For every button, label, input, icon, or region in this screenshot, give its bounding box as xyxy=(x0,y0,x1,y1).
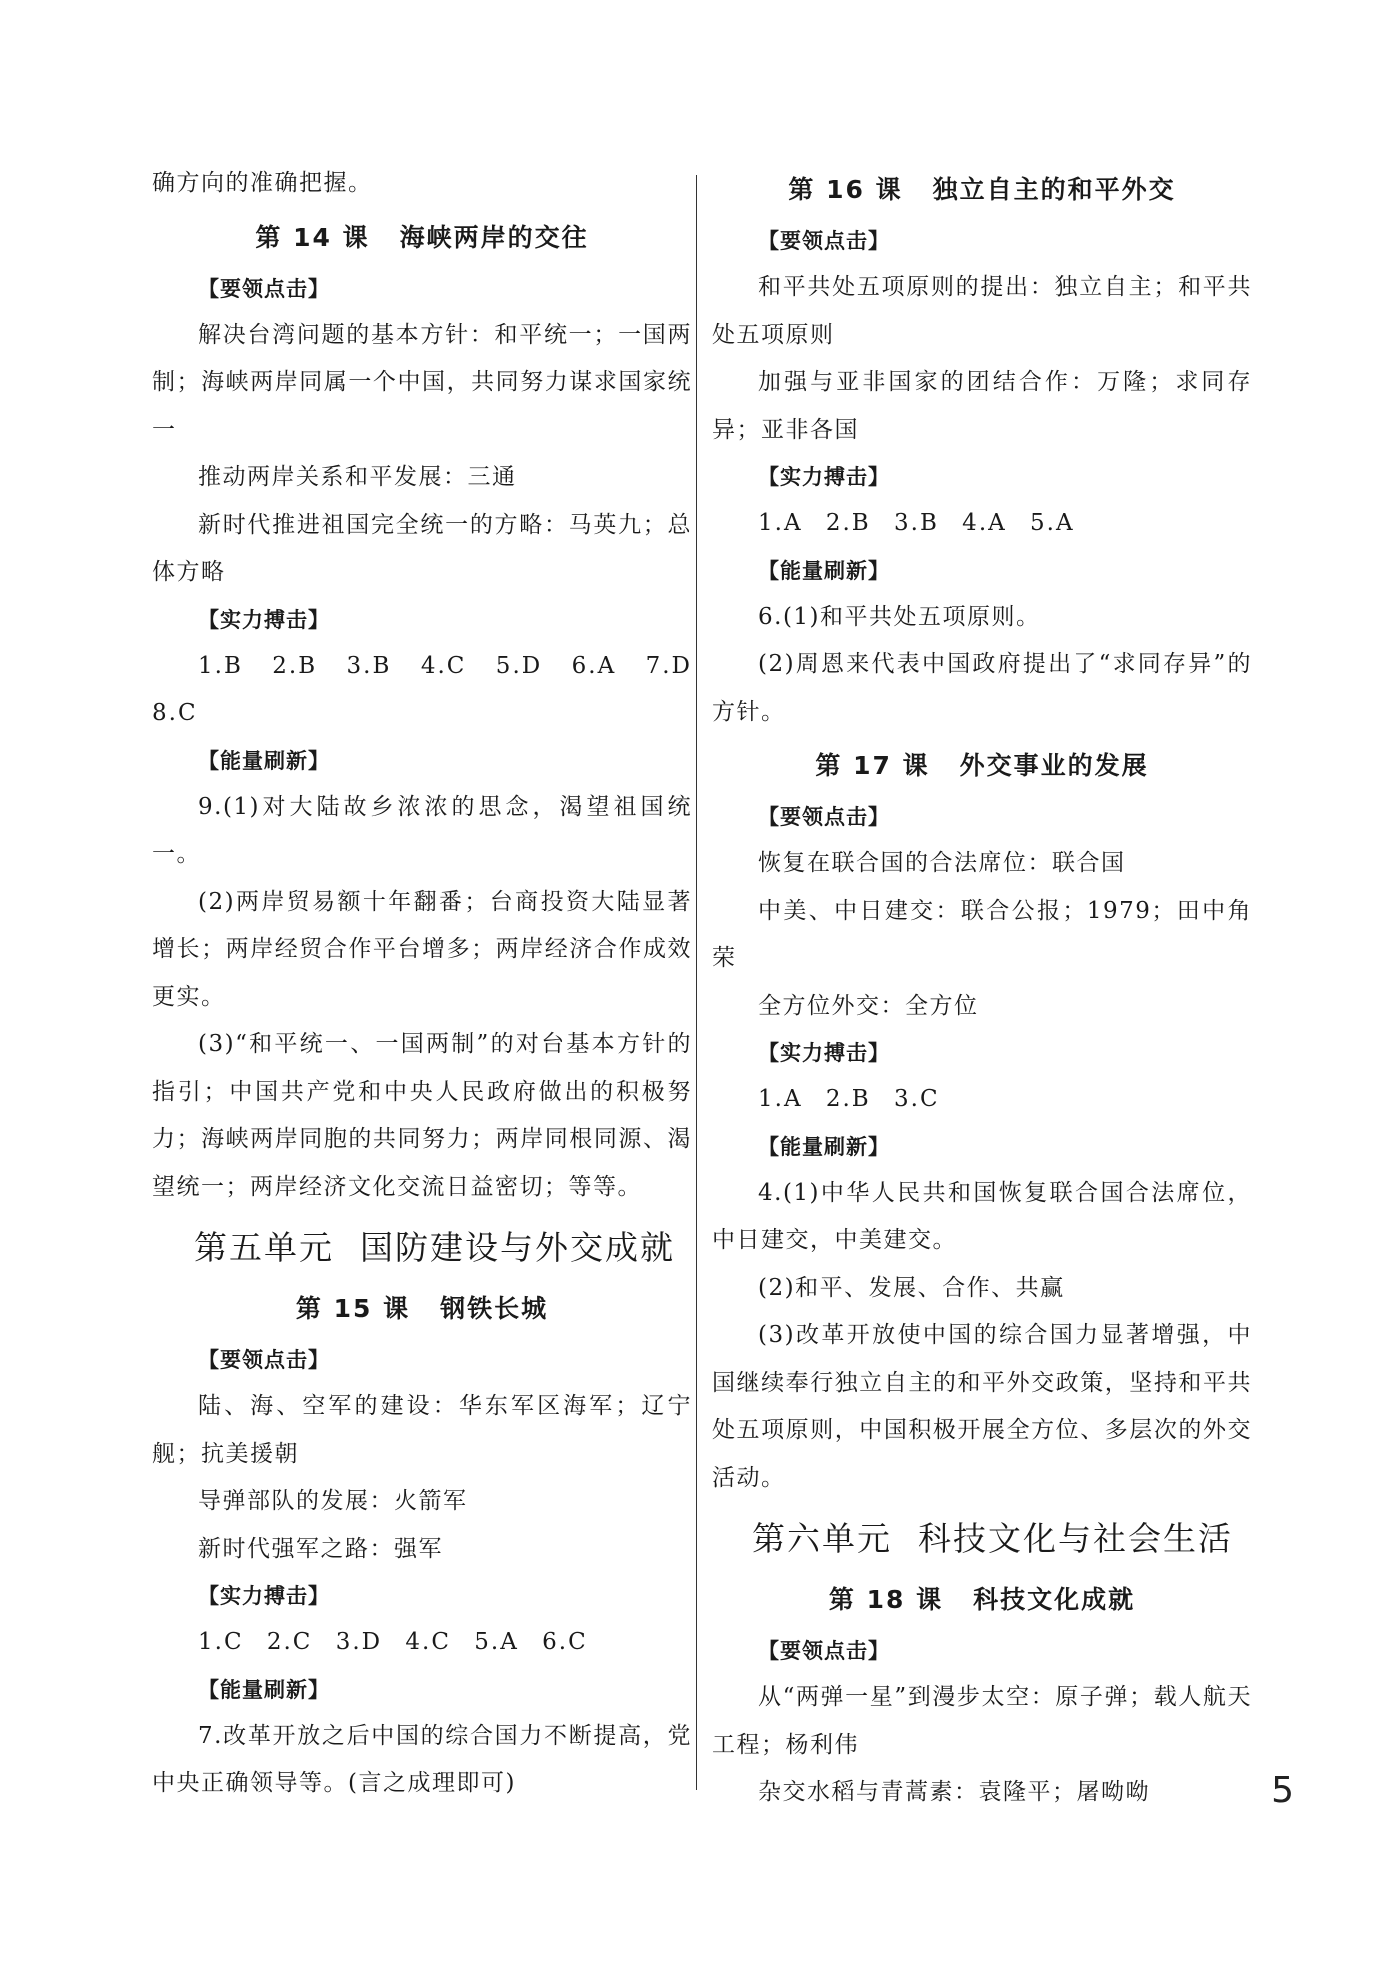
intro-text: 确方向的准确把握。 xyxy=(152,170,373,196)
lesson-number: 第 16 课 xyxy=(788,175,903,204)
lesson-title: 科技文化成就 xyxy=(973,1585,1136,1614)
lesson-number: 第 14 课 xyxy=(255,222,370,252)
list-item: 中美、中日建交：联合公报；1979；田中角荣 xyxy=(712,897,1252,971)
section-tag-shili: 【实力搏击】 xyxy=(198,607,330,632)
list-item: (2)周恩来代表中国政府提出了“求同存异”的方针。 xyxy=(712,651,1252,725)
left-column xyxy=(152,160,692,1808)
list-item: 6.(1)和平共处五项原则。 xyxy=(758,603,1041,630)
lesson-15-heading xyxy=(152,1283,692,1335)
answer-list: 1.C 2.C 3.D 4.C 5.A 6.C xyxy=(198,1629,588,1655)
list-item: 解决台湾问题的基本方针：和平统一；一国两制；海峡两岸同属一个中国，共同努力谋求国家统一 xyxy=(152,321,692,443)
list-item: 和平共处五项原则的提出：独立自主；和平共处五项原则 xyxy=(712,274,1252,348)
right-column xyxy=(712,160,1252,1817)
unit-number: 第五单元 xyxy=(194,1228,334,1267)
list-item: 4.(1)中华人民共和国恢复联合国合法席位，中日建交，中美建交。 xyxy=(712,1179,1252,1253)
section-tag-nengliang: 【能量刷新】 xyxy=(758,1134,890,1159)
list-item: (3)“和平统一、一国两制”的对台基本方针的指引；中国共产党和中央人民政府做出的积极努力；海峡两岸同胞的共同努力；两岸同根同源、渴望统一；两岸经济文化交流日益密切；等等。 xyxy=(152,1031,692,1200)
list-item: 杂交水稻与青蒿素：袁隆平；屠呦呦 xyxy=(758,1779,1150,1805)
section-tag-shili: 【实力搏击】 xyxy=(198,1584,330,1608)
answer-list: 1.A 2.B 3.B 4.A 5.A xyxy=(758,510,1075,536)
lesson-number: 第 17 课 xyxy=(815,751,930,780)
list-item: 全方位外交：全方位 xyxy=(758,992,979,1019)
section-tag-nengliang: 【能量刷新】 xyxy=(198,1677,330,1702)
answer-list: 1.A 2.B 3.C xyxy=(758,1086,940,1112)
list-item: 恢复在联合国的合法席位：联合国 xyxy=(758,850,1126,876)
unit-title: 国防建设与外交成就 xyxy=(360,1228,675,1267)
lesson-title: 钢铁长城 xyxy=(440,1294,549,1323)
list-item: 陆、海、空军的建设：华东军区海军；辽宁舰；抗美援朝 xyxy=(152,1393,692,1467)
list-item: 新时代强军之路：强军 xyxy=(198,1535,443,1562)
unit-5-heading xyxy=(152,1217,692,1279)
section-tag-yaoling: 【要领点击】 xyxy=(198,1348,330,1372)
lesson-16-heading xyxy=(712,164,1252,216)
unit-number: 第六单元 xyxy=(752,1519,892,1558)
section-tag-nengliang: 【能量刷新】 xyxy=(758,558,890,583)
section-tag-yaoling: 【要领点击】 xyxy=(758,229,890,253)
section-tag-yaoling: 【要领点击】 xyxy=(198,276,330,301)
section-tag-shili: 【实力搏击】 xyxy=(758,465,890,489)
list-item: (2)和平、发展、合作、共赢 xyxy=(758,1274,1065,1301)
list-item: 导弹部队的发展：火箭军 xyxy=(198,1488,468,1514)
lesson-18-heading xyxy=(712,1574,1252,1626)
unit-title: 科技文化与社会生活 xyxy=(918,1519,1233,1558)
list-item: 新时代推进祖国完全统一的方略：马英九；总体方略 xyxy=(152,511,692,585)
list-item: 推动两岸关系和平发展：三通 xyxy=(198,464,517,490)
lesson-title: 独立自主的和平外交 xyxy=(932,175,1176,204)
lesson-14-heading xyxy=(152,212,692,264)
lesson-number: 第 18 课 xyxy=(828,1585,944,1614)
lesson-title: 海峡两岸的交往 xyxy=(399,222,589,252)
lesson-number: 第 15 课 xyxy=(295,1294,411,1323)
list-item: 从“两弹一星”到漫步太空：原子弹；载人航天工程；杨利伟 xyxy=(712,1684,1252,1758)
section-tag-yaoling: 【要领点击】 xyxy=(758,805,890,829)
list-item: 9.(1)对大陆故乡浓浓的思念，渴望祖国统一。 xyxy=(152,793,692,867)
lesson-17-heading xyxy=(712,740,1252,792)
answer-list: 1.B 2.B 3.B 4.C 5.D 6.A 7.D 8.C xyxy=(152,652,692,726)
section-tag-yaoling: 【要领点击】 xyxy=(758,1639,890,1663)
page-number: 5 xyxy=(1271,1770,1294,1811)
section-tag-nengliang: 【能量刷新】 xyxy=(198,748,330,773)
section-tag-shili: 【实力搏击】 xyxy=(758,1041,890,1065)
unit-6-heading xyxy=(712,1508,1252,1570)
column-divider xyxy=(696,175,697,1790)
list-item: 7.改革开放之后中国的综合国力不断提高，党中央正确领导等。(言之成理即可) xyxy=(152,1722,692,1796)
list-item: 加强与亚非国家的团结合作：万隆；求同存异；亚非各国 xyxy=(712,369,1252,443)
list-item: (3)改革开放使中国的综合国力显著增强，中国继续奉行独立自主的和平外交政策，坚持和平共处五项原则，中国积极开展全方位、多层次的外交活动。 xyxy=(712,1322,1252,1491)
lesson-title: 外交事业的发展 xyxy=(959,751,1149,780)
list-item: (2)两岸贸易额十年翻番；台商投资大陆显著增长；两岸经贸合作平台增多；两岸经济合作成效更实。 xyxy=(152,888,692,1010)
